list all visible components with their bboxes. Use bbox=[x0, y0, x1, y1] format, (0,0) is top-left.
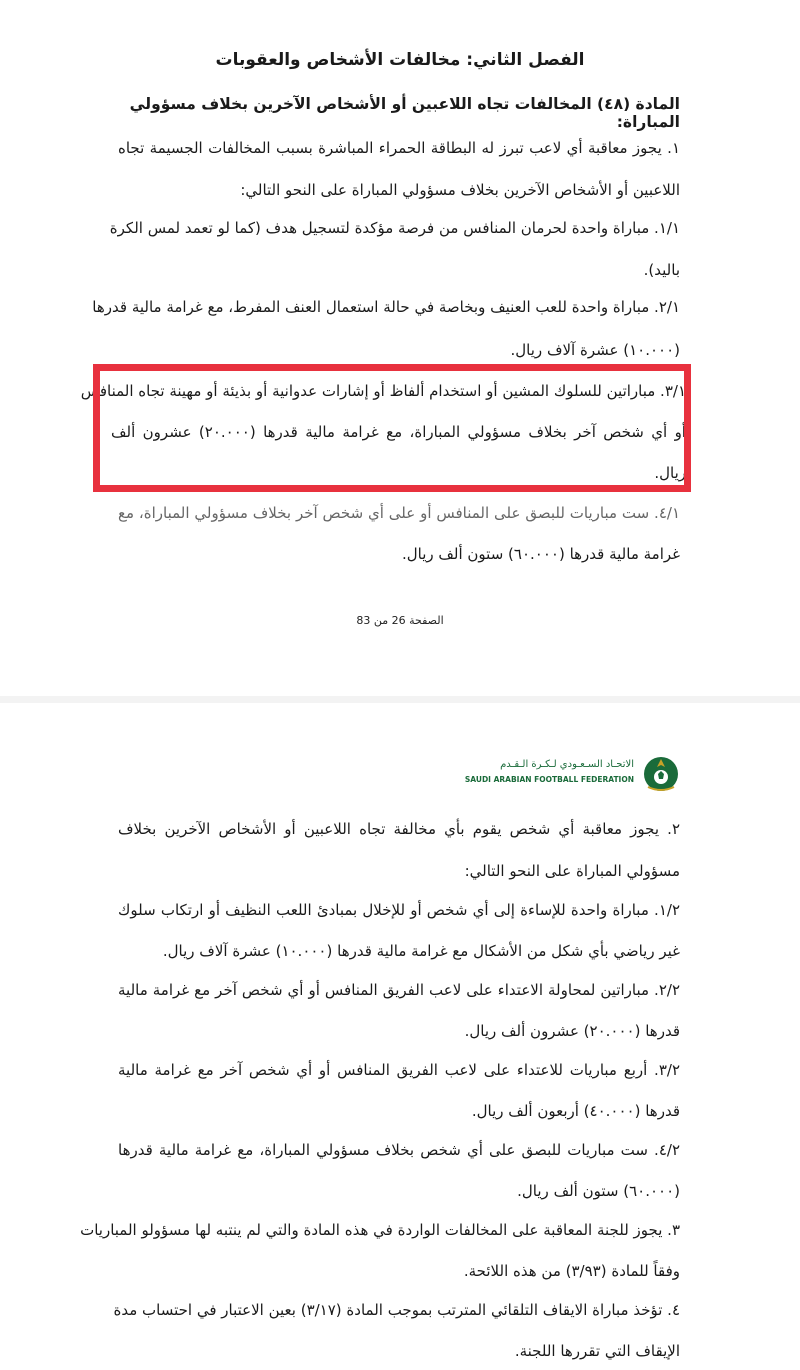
paragraph-line: قدرها (٢٠.٠٠٠) عشرون ألف ريال. bbox=[464, 1022, 680, 1040]
paragraph-line: ٣. يجوز للجنة المعاقبة على المخالفات الواردة في هذه المادة والتي لم ينتبه لها مسؤولو المباريات bbox=[80, 1221, 680, 1239]
paragraph-line: باليد). bbox=[643, 261, 680, 279]
paragraph-line: ٢/١. مباراة واحدة للعب العنيف وبخاصة في حالة استعمال العنف المفرط، مع غرامة مالية قدرها bbox=[92, 298, 680, 316]
paragraph-line: مسؤولي المباراة على النحو التالي: bbox=[464, 862, 680, 880]
highlighted-line: أو أي شخص آخر بخلاف مسؤولي المباراة، مع غرامة مالية قدرها (٢٠.٠٠٠) عشرون ألف bbox=[111, 423, 686, 441]
paragraph-line: ١/١. مباراة واحدة لحرمان المنافس من فرصة مؤكدة لتسجيل هدف (كما لو تعمد لمس الكرة bbox=[109, 219, 680, 237]
federation-logo bbox=[464, 753, 680, 795]
paragraph-line: ١. يجوز معاقبة أي لاعب تبرز له البطاقة الحمراء المباشرة بسبب المخالفات الجسيمة تجاه bbox=[118, 139, 680, 157]
paragraph-line: (٦٠.٠٠٠) ستون ألف ريال. bbox=[517, 1182, 680, 1200]
logo-english-text: SAUDI ARABIAN FOOTBALL FEDERATION bbox=[464, 775, 634, 784]
paragraph-line: ٢/٢. مباراتين لمحاولة الاعتداء على لاعب الفريق المنافس أو أي شخص آخر مع غرامة مالية bbox=[118, 981, 680, 999]
paragraph-line: ٣/٢. أربع مباريات للاعتداء على لاعب الفريق المنافس أو أي شخص آخر مع غرامة مالية bbox=[118, 1061, 680, 1079]
federation-emblem-icon bbox=[642, 753, 680, 793]
page-number: الصفحة 26 من 83 bbox=[356, 614, 444, 627]
paragraph-line: ٤. تؤخذ مباراة الايقاف التلقائي المترتب بموجب المادة (٣/١٧) بعين الاعتبار في احتساب مدة bbox=[113, 1301, 680, 1319]
paragraph-line: الإيقاف التي تقررها اللجنة. bbox=[514, 1342, 680, 1360]
paragraph-line: ٤/١. ست مباريات للبصق على المنافس أو على أي شخص آخر بخلاف مسؤولي المباراة، مع bbox=[118, 504, 680, 522]
document-page-2 bbox=[0, 703, 800, 1370]
highlighted-line: ريال. bbox=[654, 464, 686, 482]
paragraph-line: ١/٢. مباراة واحدة للإساءة إلى أي شخص أو للإخلال بمبادئ اللعب النظيف أو ارتكاب سلوك bbox=[118, 901, 680, 919]
logo-arabic-text: الاتحـاد السـعـودي لـكـرة الـقـدم bbox=[500, 759, 634, 770]
paragraph-line: ٢. يجوز معاقبة أي شخص يقوم بأي مخالفة تجاه اللاعبين أو الأشخاص الآخرين بخلاف bbox=[118, 820, 680, 838]
paragraph-line: ٤/٢. ست مباريات للبصق على أي شخص بخلاف مسؤولي المباراة، مع غرامة مالية قدرها bbox=[118, 1141, 680, 1159]
article-title: المادة (٤٨) المخالفات تجاه اللاعبين أو الأشخاص الآخرين بخلاف مسؤولي المباراة: bbox=[129, 95, 680, 131]
paragraph-line: (١٠.٠٠٠) عشرة آلاف ريال. bbox=[510, 341, 680, 359]
chapter-title: الفصل الثاني: مخالفات الأشخاص والعقوبات bbox=[215, 50, 585, 70]
highlight-rectangle bbox=[80, 364, 691, 492]
paragraph-line: وفقاً للمادة (٣/٩٣) من هذه اللائحة. bbox=[463, 1262, 680, 1280]
paragraph-line: غير رياضي بأي شكل من الأشكال مع غرامة مالية قدرها (١٠.٠٠٠) عشرة آلاف ريال. bbox=[162, 942, 680, 960]
highlighted-line: ٣/١. مباراتين للسلوك المشين أو استخدام ألفاظ أو إشارات عدوانية أو بذيئة أو مهينة تجاه المنافس bbox=[80, 382, 686, 400]
paragraph-line: اللاعبين أو الأشخاص الآخرين بخلاف مسؤولي المباراة على النحو التالي: bbox=[240, 181, 680, 199]
paragraph-line: غرامة مالية قدرها (٦٠.٠٠٠) ستون ألف ريال. bbox=[401, 545, 680, 563]
paragraph-line: قدرها (٤٠.٠٠٠) أربعون ألف ريال. bbox=[471, 1102, 680, 1120]
